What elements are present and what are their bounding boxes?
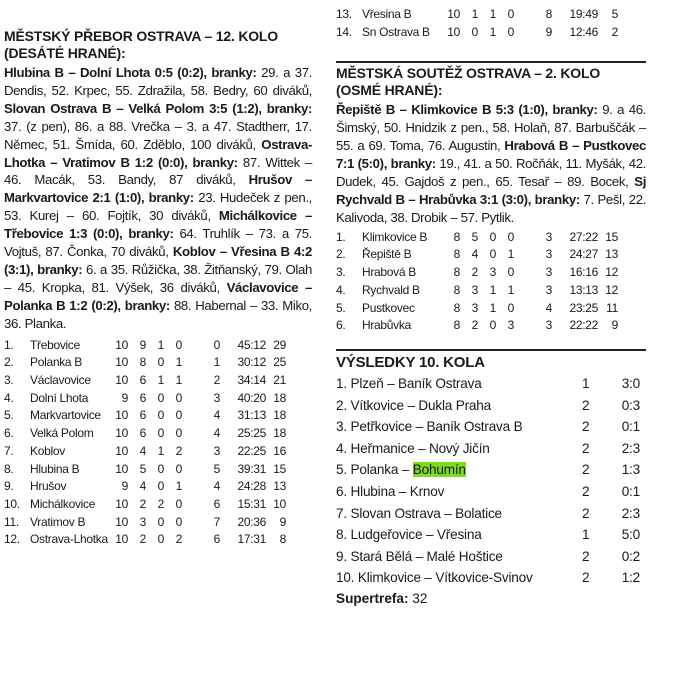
played-cell: 10 [115,461,128,476]
points-cell: 16 [273,443,286,458]
tip-cell: 2 [582,570,590,586]
wins-cell: 2 [471,265,478,280]
extra-cell: 4 [213,408,220,423]
goals-cell: 19:49 [569,7,598,21]
extra-cell: 4 [213,426,220,441]
extra-cell: 1 [213,355,220,370]
match-details: 64. Truhlík – 73. a 75. Vojtuš, 87. Čonka, 70 diváků, [4,226,313,260]
wins-cell: 6 [139,426,146,441]
draws-cell: 1 [157,373,164,387]
table-row [4,461,286,479]
score-cell: 1:2 [621,570,640,586]
match-cell: 10. Klimkovice – Vítkovice-Svinov [336,570,533,586]
wins-cell: 6 [139,408,146,423]
team-name-cell: Markvartovice [30,408,101,423]
draws-cell: 1 [489,24,496,39]
draws-cell: 2 [157,496,164,511]
losses-cell: 2 [175,443,182,458]
extra-cell: 5 [213,461,220,476]
wins-cell: 1 [471,7,478,21]
match-details: 87. Wittek – 46. Macák, 53. Bandy, 87 diváků, [4,154,312,188]
team-name-cell: Polanka B [30,355,83,370]
tip-cell: 2 [582,505,590,521]
played-cell: 8 [453,265,460,280]
table-row [336,300,618,318]
score-cell: 0:1 [621,419,640,435]
goals-cell: 27:22 [569,229,598,244]
score-cell: 5:0 [621,527,640,543]
table-row [4,443,286,461]
points-cell: 21 [273,373,286,387]
played-cell: 9 [121,390,128,405]
table-row [4,354,286,372]
match-details: 23. Hudeček z pen., 53. Kurej – 60. Fojtík, 30 diváků, [4,190,312,224]
divider [336,61,646,63]
result-row [336,503,640,525]
played-cell: 8 [453,300,460,315]
points-cell: 9 [279,514,286,529]
tip-cell: 2 [582,462,590,478]
tip-cell: 1 [582,527,590,543]
match-cell: 9. Stará Bělá – Malé Hoštice [336,548,503,564]
played-cell: 8 [453,229,460,244]
rank-cell: 5. [336,300,346,315]
title-line: MĚSTSKÁ SOUTĚŽ OSTRAVA – 2. KOLO [336,65,601,82]
draws-cell: 1 [489,300,496,315]
goals-cell: 13:13 [569,282,598,297]
points-cell: 13 [605,247,618,262]
draws-cell: 0 [157,355,164,370]
standings-table-prebor-continued [336,6,618,41]
title-line: (DESÁTÉ HRANÉ): [4,45,126,61]
wins-cell: 4 [471,247,478,262]
match-details: 29. a 37. Dendis, 52. Krpec, 55. Zdražila, 58. Bedry, 60 diváků, [4,65,312,98]
losses-cell: 1 [175,373,182,387]
match-details: 7. Pešl, 22. Kalivoda, 38. Drobik – 57. Pytlik. [336,191,646,225]
points-cell: 29 [273,337,286,352]
team-name-cell: Michálkovice [30,496,96,511]
standings-table-prebor [4,337,286,549]
rank-cell: 11. [4,514,19,529]
points-cell: 18 [273,426,286,441]
team-name-cell: Hrabůvka [362,318,411,333]
team-name-cell: Pustkovec [362,300,415,315]
wins-cell: 5 [471,229,478,244]
team-name-cell: Hlubina B [30,461,80,476]
rank-cell: 4. [4,390,14,405]
played-cell: 8 [453,247,460,262]
wins-cell: 4 [139,443,146,458]
match-headline: Slovan Ostrava B – Velká Polom 3:5 (1:2), branky: [4,100,312,116]
goals-cell: 24:28 [237,479,266,494]
match-headline: Sj Rychvald B – Hrabůvka 3:1 (3:0), branky: [336,174,647,207]
divider [336,349,646,351]
losses-cell: 0 [175,461,182,476]
match-report-soutez [336,101,646,226]
points-cell: 9 [611,318,618,333]
draws-cell: 0 [157,426,164,441]
match-text: 5. Polanka – [336,462,413,478]
score-cell: 0:2 [621,548,640,564]
table-row [4,390,286,408]
score-cell: 1:3 [621,462,640,478]
supertrefa-value: 32 [408,590,428,606]
draws-cell: 0 [157,408,164,423]
goals-cell: 17:31 [237,532,266,547]
tip-cell: 2 [582,440,590,456]
tip-cell: 2 [582,548,590,564]
points-cell: 8 [279,532,286,547]
table-row [4,496,286,514]
match-headline: Koblov – Vřesina B 4:2 (3:1), branky: [4,244,312,277]
rank-cell: 13. [336,7,352,21]
rank-cell: 1. [336,229,346,244]
points-cell: 5 [611,7,618,21]
wins-cell: 6 [139,373,146,387]
extra-cell: 9 [545,24,552,39]
rank-cell: 12. [4,532,20,547]
extra-cell: 3 [213,443,220,458]
points-cell: 25 [273,355,286,370]
draws-cell: 0 [157,514,164,529]
match-cell: 1. Plzeň – Baník Ostrava [336,375,482,391]
match-headline: Ostrava-Lhotka – Vratimov B 1:2 (0:0), branky: [4,136,312,170]
losses-cell: 0 [507,265,514,280]
team-name-cell: Třebovice [30,337,80,352]
result-row [336,481,640,503]
supertrefa [336,589,646,609]
result-row [336,373,640,395]
team-name-cell: Dolní Lhota [30,390,89,405]
draws-cell: 3 [489,265,496,280]
table-row [336,6,618,24]
losses-cell: 0 [175,337,182,352]
tip-cell: 2 [582,397,590,413]
table-row [4,531,286,549]
extra-cell: 3 [545,318,552,333]
goals-cell: 15:31 [237,496,266,511]
result-row [336,395,640,417]
standings-table-soutez [336,229,618,335]
losses-cell: 0 [507,7,514,21]
table-row [4,514,286,532]
match-cell: 4. Heřmanice – Nový Jičín [336,440,490,456]
results-table [336,373,640,589]
table-row [336,246,618,264]
team-name-cell: Řepiště B [362,247,412,262]
losses-cell: 0 [175,496,182,511]
table-row [4,372,286,390]
goals-cell: 16:16 [569,265,598,280]
draws-cell: 0 [157,479,164,494]
wins-cell: 0 [471,24,478,39]
match-details: 9. a 46. Šimský, 50. Hnidzik z pen., 58. Holaň, 87. Barbuščák – 55. a 69. Toma, 76. Augustin, [336,102,646,154]
wins-cell: 4 [139,479,146,494]
rank-cell: 4. [336,282,346,297]
match-details: 19., 41. a 50. Ročňák, 11. Myšák, 42. Dudek, 45. Gajdoš z pen., 65. Tesař – 89. Bocek, [336,156,647,190]
played-cell: 8 [453,318,460,333]
extra-cell: 3 [545,229,552,244]
points-cell: 18 [273,390,286,405]
goals-cell: 39:31 [237,461,266,476]
result-row [336,567,640,589]
played-cell: 10 [115,426,128,441]
match-headline: Michálkovice – Třebovice 1:3 (0:0), branky: [4,208,312,242]
played-cell: 8 [453,282,460,297]
losses-cell: 1 [175,479,182,494]
wins-cell: 8 [139,355,146,370]
draws-cell: 0 [489,247,496,262]
points-cell: 15 [273,461,286,476]
extra-cell: 3 [213,390,220,405]
extra-cell: 3 [545,247,552,262]
match-headline: Řepiště B – Klimkovice B 5:3 (1:0), branky: [336,102,598,118]
rank-cell: 2. [336,247,346,262]
wins-cell: 3 [471,300,478,315]
goals-cell: 45:12 [237,337,266,352]
extra-cell: 3 [545,282,552,297]
extra-cell: 4 [213,479,220,494]
wins-cell: 5 [139,461,146,476]
result-row [336,546,640,568]
extra-cell: 4 [545,300,552,315]
match-headline: Hlubina B – Dolní Lhota 0:5 (0:2), branky: [4,65,257,80]
rank-cell: 9. [4,479,14,494]
extra-cell: 7 [213,514,220,529]
losses-cell: 1 [507,282,514,297]
played-cell: 10 [115,408,128,423]
goals-cell: 30:12 [237,355,266,370]
losses-cell: 1 [507,247,514,262]
match-headline: Václavovice – Polanka B 1:2 (0:2), branky: [4,279,312,313]
match-details: 37. (z pen), 86. a 88. Vrečka – 3. a 47. Stadtherr, 17. Němec, 51. Šmída, 60. Zděblo, 100 diváků, [4,118,312,152]
played-cell: 10 [447,24,460,39]
draws-cell: 0 [489,318,496,333]
team-name-cell: Klimkovice B [362,229,428,244]
match-cell: 8. Ludgeřovice – Vřesina [336,527,482,543]
result-row [336,416,640,438]
wins-cell: 2 [471,318,478,333]
team-name-cell: Hrabová B [362,265,416,280]
draws-cell: 1 [157,443,164,458]
losses-cell: 0 [175,514,182,529]
score-cell: 0:1 [621,483,640,499]
goals-cell: 20:36 [237,514,266,529]
extra-cell: 8 [545,7,552,21]
played-cell: 10 [447,7,460,21]
wins-cell: 3 [139,514,146,529]
played-cell: 10 [115,355,128,370]
losses-cell: 0 [175,426,182,441]
played-cell: 10 [115,373,128,387]
goals-cell: 40:20 [237,390,266,405]
rank-cell: 7. [4,443,14,458]
losses-cell: 0 [507,24,514,39]
points-cell: 18 [273,408,286,423]
rank-cell: 3. [4,373,14,387]
section-title-prebor [4,28,312,62]
match-cell: 7. Slovan Ostrava – Bolatice [336,505,502,521]
goals-cell: 24:27 [569,247,598,262]
left-column [4,0,312,549]
wins-cell: 2 [139,496,146,511]
extra-cell: 2 [213,373,220,387]
played-cell: 10 [115,337,128,352]
extra-cell: 0 [213,337,220,352]
played-cell: 10 [115,514,128,529]
team-name-cell: Václavovice [30,373,91,387]
goals-cell: 23:25 [569,300,598,315]
losses-cell: 3 [507,318,514,333]
match-details: 6. a 35. Růžička, 38. Žitňanský, 79. Olah – 45. Kropka, 81. Výšek, 36 diváků, [4,261,312,295]
goals-cell: 34:14 [237,373,266,387]
points-cell: 15 [605,229,618,244]
match-details: 88. Habernal – 33. Miko, 36. Planka. [4,297,312,331]
wins-cell: 9 [139,337,146,352]
goals-cell: 31:13 [237,408,266,423]
team-name-cell: Ostrava-Lhotka [30,532,108,547]
table-row [4,478,286,496]
result-row [336,438,640,460]
tip-cell: 2 [582,419,590,435]
goals-cell: 12:46 [569,24,598,39]
table-row [336,317,618,335]
rank-cell: 3. [336,265,346,280]
team-name-cell: Koblov [30,443,65,458]
points-cell: 13 [273,479,286,494]
rank-cell: 8. [4,461,14,476]
rank-cell: 1. [4,337,14,352]
right-column [336,0,646,609]
title-line: (OSMÉ HRANÉ): [336,82,443,99]
extra-cell: 6 [213,532,220,547]
points-cell: 2 [611,24,618,39]
rank-cell: 6. [4,426,14,441]
wins-cell: 6 [139,390,146,405]
table-row [4,425,286,443]
points-cell: 12 [605,282,618,297]
team-name-cell: Vřesina B [362,7,412,21]
wins-cell: 3 [471,282,478,297]
points-cell: 11 [606,300,618,315]
match-cell: 2. Vítkovice – Dukla Praha [336,397,491,413]
goals-cell: 22:25 [237,443,266,458]
draws-cell: 1 [489,282,496,297]
draws-cell: 1 [489,7,496,21]
points-cell: 10 [273,496,286,511]
losses-cell: 0 [507,229,514,244]
losses-cell: 1 [175,355,182,370]
tip-cell: 2 [582,483,590,499]
rank-cell: 10. [4,496,20,511]
played-cell: 10 [115,496,128,511]
extra-cell: 6 [213,496,220,511]
goals-cell: 22:22 [569,318,598,333]
losses-cell: 2 [175,532,182,547]
title-line: MĚSTSKÝ PŘEBOR OSTRAVA – 12. KOLO [4,28,278,44]
losses-cell: 0 [175,390,182,405]
table-row [336,264,618,282]
draws-cell: 0 [157,461,164,476]
match-report-prebor [4,64,312,333]
losses-cell: 0 [175,408,182,423]
result-row [336,459,640,481]
score-cell: 2:3 [621,440,640,456]
score-cell: 2:3 [621,505,640,521]
team-name-cell: Velká Polom [30,426,94,441]
match-cell: 6. Hlubina – Krnov [336,483,445,499]
score-cell: 0:3 [621,397,640,413]
wins-cell: 2 [139,532,146,547]
match-headline: Hrabová B – Pustkovec 7:1 (5:0), branky: [336,138,646,172]
supertrefa-label: Supertrefa: [336,590,409,606]
played-cell: 9 [121,479,128,494]
rank-cell: 2. [4,355,14,370]
score-cell: 3:0 [621,375,640,391]
draws-cell: 0 [157,532,164,547]
match-cell: 3. Petřkovice – Baník Ostrava B [336,419,523,435]
goals-cell: 25:25 [237,426,266,441]
result-row [336,524,640,546]
section-title-soutez [336,65,646,99]
rank-cell: 6. [336,318,346,333]
points-cell: 12 [605,265,618,280]
rank-cell: 14. [336,24,352,39]
table-row [336,24,618,42]
draws-cell: 0 [489,229,496,244]
played-cell: 10 [115,443,128,458]
match-cell [336,459,582,481]
team-name-cell: Rychvald B [362,282,420,297]
rank-cell: 5. [4,408,14,423]
match-headline: Hrušov – Markvartovice 2:1 (1:0), branky: [4,172,312,206]
team-name-cell: Hrušov [30,479,67,494]
draws-cell: 0 [157,390,164,405]
table-row [336,229,618,247]
tip-cell: 1 [582,375,590,391]
draws-cell: 1 [157,337,164,352]
played-cell: 10 [115,532,128,547]
table-row [4,407,286,425]
results-title: VÝSLEDKY 10. KOLA [336,353,485,371]
team-name-cell: Vratimov B [30,514,86,529]
table-row [336,282,618,300]
team-name-cell: Sn Ostrava B [362,24,430,39]
table-row [4,337,286,355]
extra-cell: 3 [545,265,552,280]
highlighted-team: Bohumín [412,462,466,478]
losses-cell: 0 [507,300,514,315]
